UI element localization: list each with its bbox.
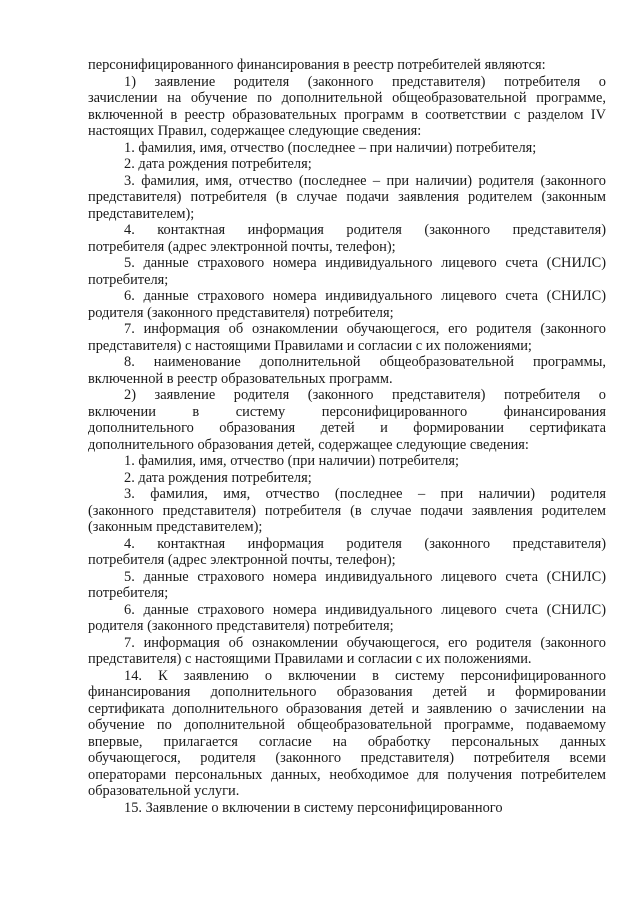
text-line: обучение по дополнительной общеобразовательной программе, подаваемому [88, 717, 606, 733]
text-line: потребителя (адрес электронной почты, телефон); [88, 552, 396, 568]
text-line: финансирования дополнительного образования детей и формировании [88, 684, 606, 700]
text-line: 2. дата рождения потребителя; [124, 469, 312, 486]
text-line: 5. данные страхового номера индивидуального лицевого счета (СНИЛС) [124, 568, 606, 585]
text-line: 7. информация об ознакомлении обучающегося, его родителя (законного [124, 321, 606, 337]
text-line: 3. фамилия, имя, отчество (последнее – при наличии) родителя (законного [124, 172, 606, 189]
text-line: зачислении на обучение по дополнительной общеобразовательной программе, [88, 90, 606, 106]
text-line: 8. наименование дополнительной общеобразовательной программы, [124, 354, 606, 370]
text-line: включении в систему персонифицированного финансирования [88, 403, 606, 420]
text-line: родителя (законного представителя) потребителя; [88, 618, 394, 634]
text-line: 14. К заявлению о включении в систему персонифицированного [124, 667, 606, 684]
text-line: (законного представителя) потребителя (в случае подачи заявления родителем [88, 502, 606, 519]
text-line: включенной в реестр образовательных программ. [88, 370, 393, 387]
text-line: дополнительного образования детей, содержащее следующие сведения: [88, 436, 529, 453]
document-body [88, 57, 606, 816]
text-line: 2. дата рождения потребителя; [124, 156, 312, 172]
text-line: потребителя; [88, 271, 169, 288]
text-line: потребителя; [88, 585, 169, 601]
text-line: 15. Заявление о включении в систему персонифицированного [124, 799, 503, 816]
text-line: включенной в реестр образовательных программ в соответствии с разделом IV [88, 106, 606, 123]
text-line: родителя (законного представителя) потребителя; [88, 304, 394, 321]
text-line: представителя) с настоящими Правилами и согласии с их положениями; [88, 337, 532, 354]
text-line: настоящих Правил, содержащее следующие сведения: [88, 123, 422, 139]
text-line: 2) заявление родителя (законного представителя) потребителя о [124, 387, 606, 403]
text-line: персонифицированного финансирования в реестр потребителей являются: [88, 57, 546, 73]
text-line: потребителя (адрес электронной почты, телефон); [88, 238, 396, 255]
text-line: 4. контактная информация родителя (законного представителя) [124, 535, 606, 552]
text-line: 3. фамилия, имя, отчество (последнее – при наличии) родителя [124, 486, 606, 502]
text-line: 5. данные страхового номера индивидуального лицевого счета (СНИЛС) [124, 255, 606, 271]
text-line: сертификата дополнительного образования детей и заявлению о зачислении на [88, 700, 606, 717]
text-line: представителем); [88, 205, 195, 222]
text-line: образовательной услуги. [88, 783, 240, 799]
text-line: 7. информация об ознакомлении обучающегося, его родителя (законного [124, 634, 606, 651]
text-line: 4. контактная информация родителя (законного представителя) [124, 222, 606, 238]
text-line: (законным представителем); [88, 519, 263, 535]
text-line: операторами персональных данных, необходимое для получения потребителем [88, 766, 606, 783]
text-line: впервые, прилагается согласие на обработку персональных данных [88, 733, 606, 750]
text-line: представителя) потребителя (в случае подачи заявления родителем (законным [88, 189, 606, 205]
text-line: обучающегося, родителя (законного представителя) потребителя всеми [88, 750, 606, 766]
text-line: 1. фамилия, имя, отчество (последнее – при наличии) потребителя; [124, 139, 537, 156]
text-line: 1. фамилия, имя, отчество (при наличии) потребителя; [124, 453, 460, 469]
text-line: 6. данные страхового номера индивидуального лицевого счета (СНИЛС) [124, 288, 606, 304]
text-line: 1) заявление родителя (законного представителя) потребителя о [124, 73, 606, 90]
text-line: представителя) с настоящими Правилами и согласии с их положениями. [88, 651, 532, 667]
text-line: дополнительного образования детей и формировании сертификата [88, 420, 606, 436]
text-line: 6. данные страхового номера индивидуального лицевого счета (СНИЛС) [124, 601, 606, 618]
